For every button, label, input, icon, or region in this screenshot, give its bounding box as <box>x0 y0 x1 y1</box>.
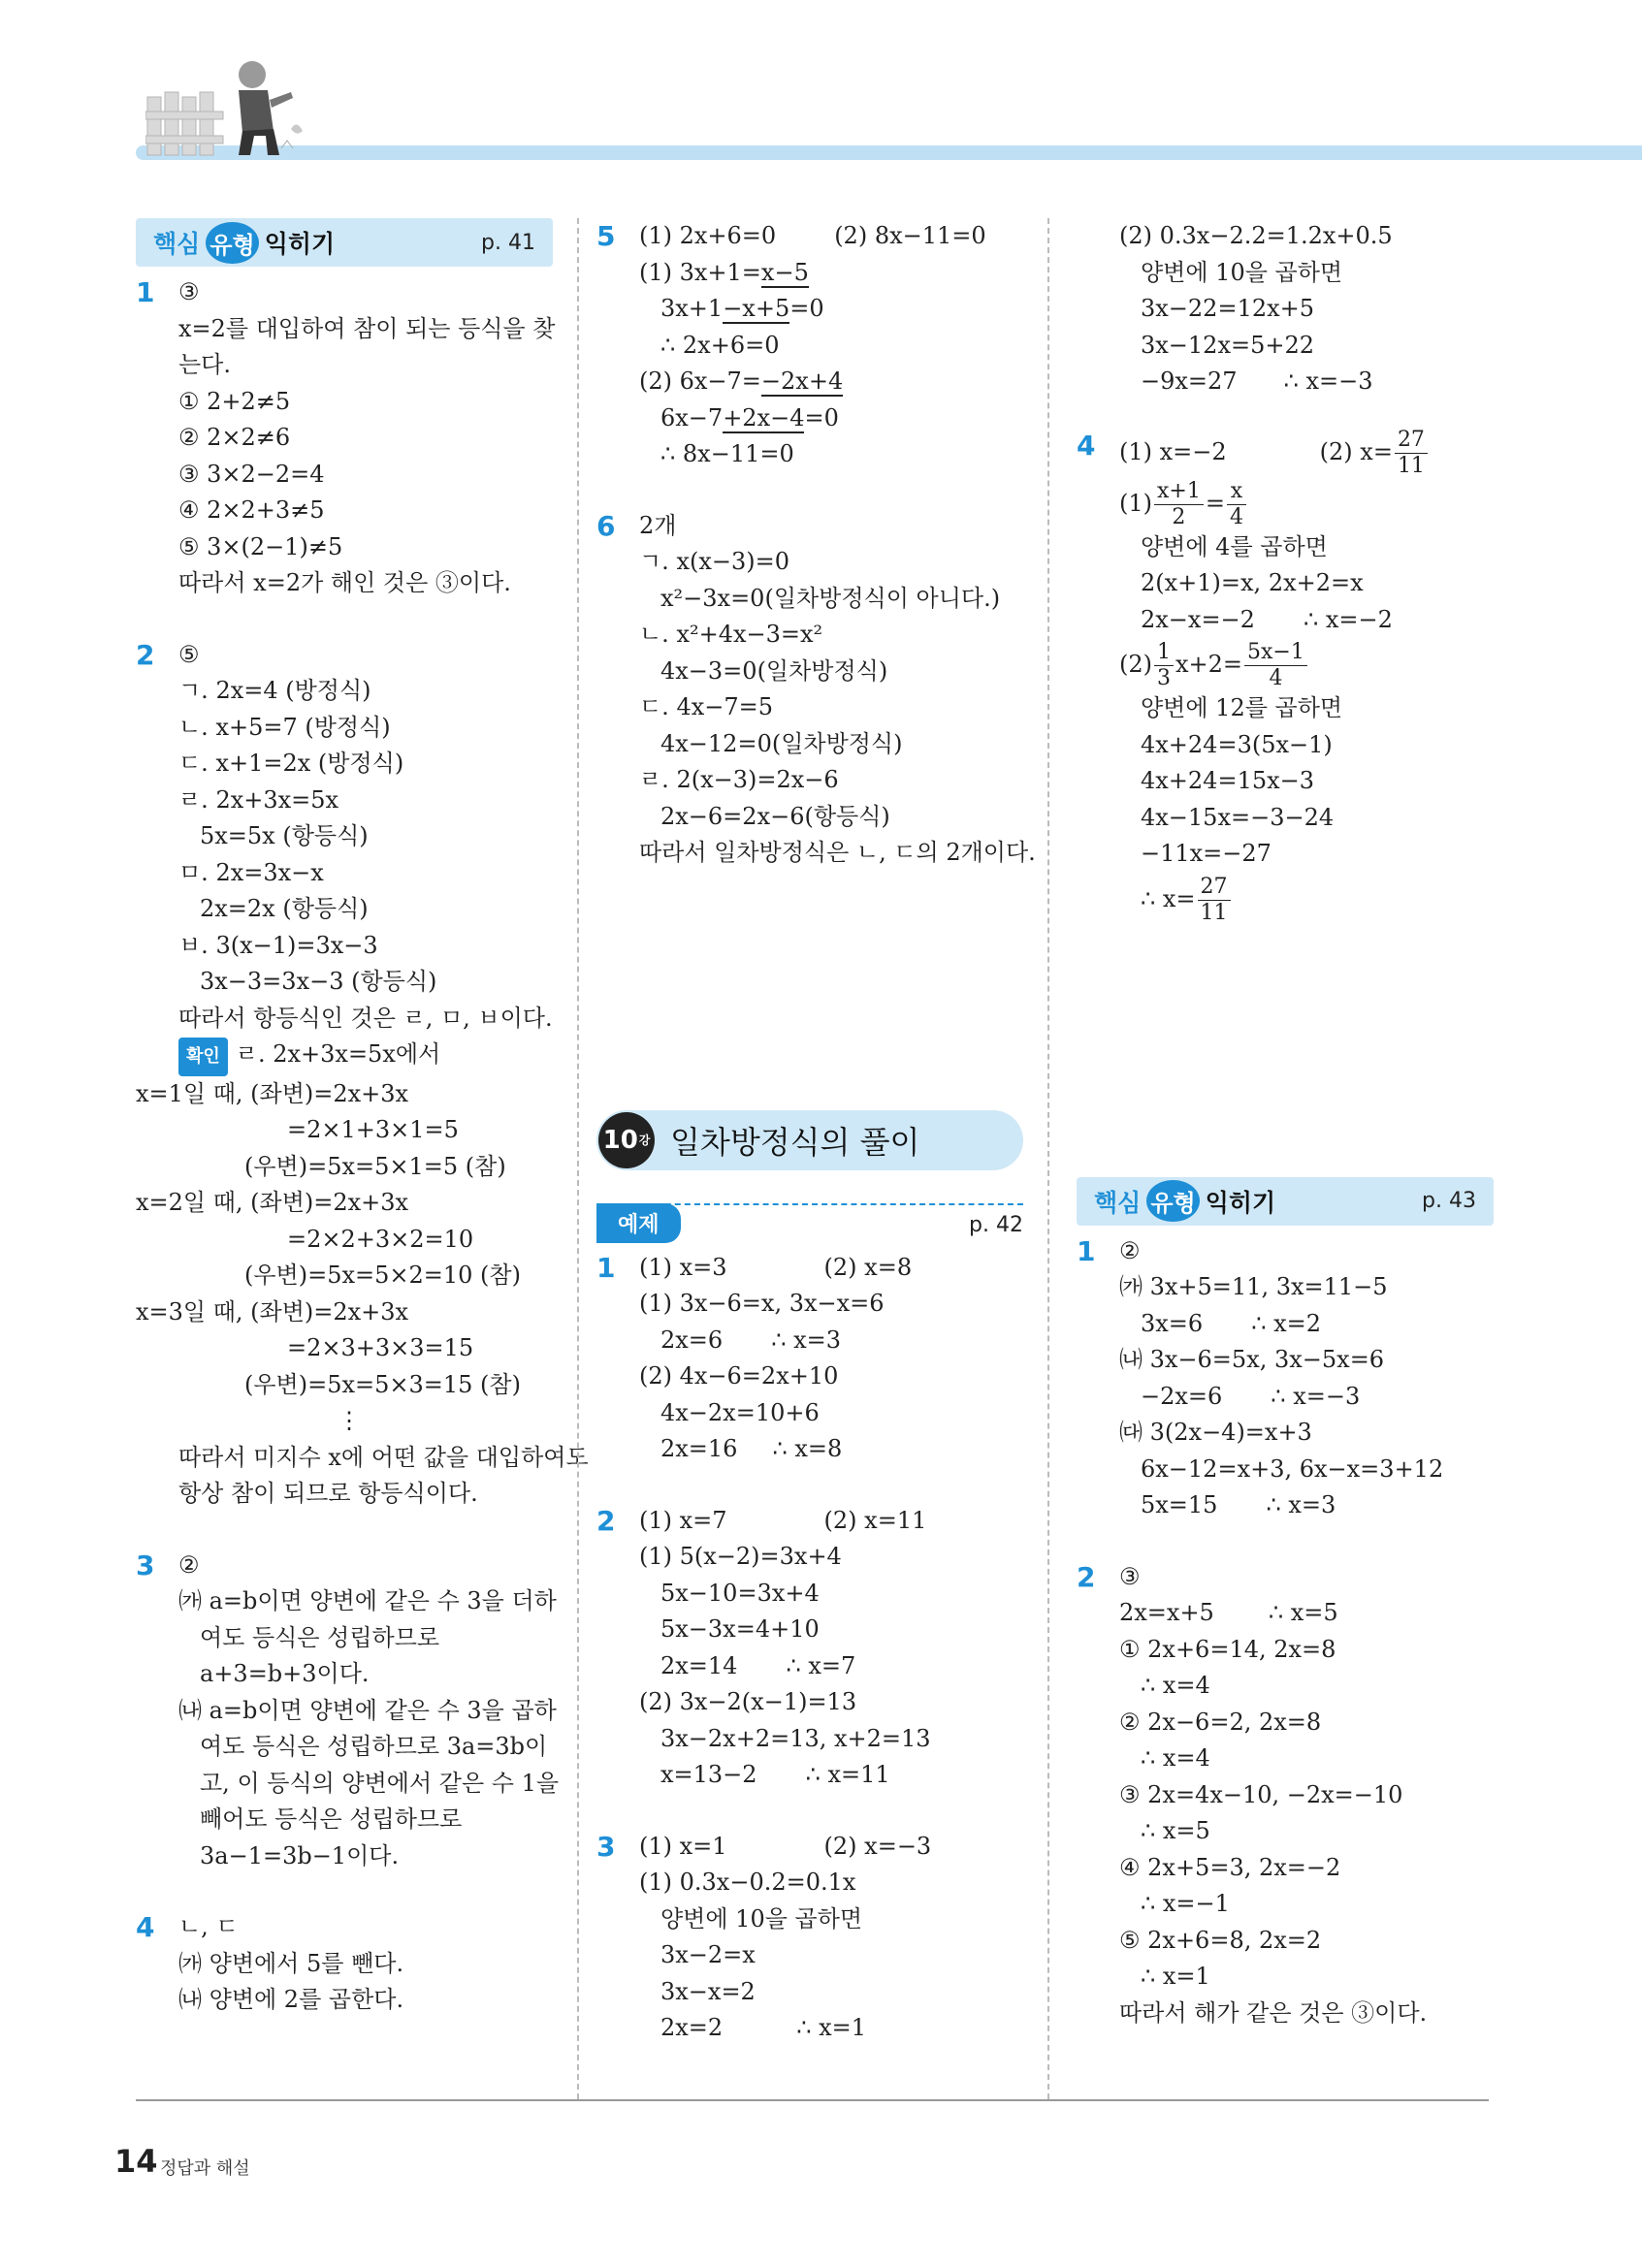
explanation-line: 따라서 해가 같은 것은 ③이다. <box>1119 1998 1428 2027</box>
check-detail <box>136 1076 589 1513</box>
explanation-line: ⑤ 3×(2−1)≠5 <box>178 532 343 560</box>
example-tag: 예제 <box>596 1203 681 1243</box>
answer-part: (2) 8x−11=0 <box>834 222 986 249</box>
explanation-part: 2x−x=−2 <box>1141 605 1255 633</box>
explanation-line: 3x−22=12x+5 <box>1141 295 1315 322</box>
answer: ⑤ <box>178 640 200 668</box>
explanation-line: ④ 2x+5=3, 2x=−2 <box>1119 1853 1341 1881</box>
column-divider <box>577 218 579 2099</box>
explanation-line: (2) 4x−6=2x+10 <box>639 1362 839 1390</box>
problem-3 <box>136 1548 560 1875</box>
fraction: $\frac{x}{4}$ <box>1227 481 1246 528</box>
problem-number: 1 <box>596 1251 616 1284</box>
explanation-part: 6x−7 <box>660 403 724 431</box>
explanation-part: ∴ x=7 <box>786 1651 856 1679</box>
answer-part: (1) x=−2 <box>1119 437 1227 465</box>
explanation-line: 3x−12x=5+22 <box>1141 331 1315 359</box>
explanation-line: ② 2x−6=2, 2x=8 <box>1119 1708 1322 1736</box>
farmer-with-fence-illustration <box>145 53 310 165</box>
answer-part: (1) x=3 <box>639 1253 727 1281</box>
explanation-part: =0 <box>804 403 839 431</box>
explanation-line: ㈐ 3(2x−4)=x+3 <box>1119 1419 1312 1446</box>
explanation-part: ∴ x=8 <box>772 1435 843 1462</box>
explanation-part: 3x=6 <box>1141 1309 1204 1337</box>
problem-4 <box>1077 428 1494 925</box>
explanation-part: −2x=6 <box>1141 1382 1223 1410</box>
explanation-line: (1) 5(x−2)=3x+4 <box>639 1543 842 1570</box>
problem-4 <box>136 1909 553 2019</box>
fraction: $\frac{x+1}{2}$ <box>1154 481 1204 528</box>
fraction: $\frac{27}{11}$ <box>1395 430 1428 477</box>
fraction: $\frac{1}{3}$ <box>1154 642 1174 689</box>
answer: ㄴ, ㄷ <box>178 1913 239 1940</box>
explanation-part: ∴ x=3 <box>771 1326 841 1354</box>
explanation-part: 3x+1 <box>660 295 724 322</box>
answer-part: (1) 2x+6=0 <box>639 222 777 249</box>
banner-label-core: 핵심 <box>153 230 201 258</box>
footer-rule <box>136 2099 1489 2101</box>
explanation-line: 4x−15x=−3−24 <box>1141 803 1335 831</box>
explanation-part: x+2= <box>1175 651 1243 678</box>
explanation-part: ∴ x=−3 <box>1271 1382 1361 1410</box>
explanation-line: 3a−1=3b−1이다. <box>200 1841 400 1869</box>
explanation-line: (2) 3x−2(x−1)=13 <box>639 1688 857 1715</box>
problem-number: 6 <box>596 509 616 542</box>
explanation-line: 3x−3=3x−3 (항등식) <box>200 968 437 995</box>
explanation-part: 2x=6 <box>660 1326 724 1354</box>
check-line: (우변)=5x=5×2=10 (참) <box>244 1262 521 1289</box>
underlined-term: x−5 <box>760 258 809 286</box>
problem-6 <box>596 508 1036 872</box>
explanation-part: (1) <box>1119 489 1152 517</box>
explanation-line: ㄱ. x(x−3)=0 <box>639 548 789 575</box>
explanation-part: (2) <box>1119 651 1152 678</box>
explanation-part: ∴ x=3 <box>1266 1491 1336 1518</box>
answer-part: (2) x= <box>1319 437 1393 465</box>
explanation-line: ∴ x=−1 <box>1141 1890 1230 1917</box>
explanation-part: (1) 3x+1= <box>639 258 761 286</box>
underlined-term: +2x−4 <box>723 403 805 431</box>
explanation-line: 4x−2x=10+6 <box>660 1398 820 1426</box>
explanation-line: ㄹ. 2(x−3)=2x−6 <box>639 766 839 793</box>
explanation-line: ③ 2x=4x−10, −2x=−10 <box>1119 1780 1403 1808</box>
explanation-part: 2x=x+5 <box>1119 1599 1214 1626</box>
explanation-line: ㄷ. 4x−7=5 <box>639 693 774 720</box>
banner-label-core: 핵심 <box>1094 1188 1142 1217</box>
example-1 <box>596 1250 1023 1468</box>
page-number: 14 <box>114 2143 158 2180</box>
explanation-line: 2x=2x (항등식) <box>200 895 369 922</box>
section-banner <box>1077 1177 1494 1226</box>
explanation-part: ∴ x=1 <box>796 2014 866 2041</box>
explanation-line: ㈎ 3x+5=11, 3x=11−5 <box>1119 1273 1388 1300</box>
check-line: ⋮ <box>338 1407 361 1434</box>
explanation-line: ① 2+2≠5 <box>178 387 291 415</box>
problem-number: 4 <box>1077 429 1096 462</box>
explanation-line: 양변에 10을 곱하면 <box>660 1904 863 1933</box>
answer-part: (2) x=−3 <box>823 1832 932 1860</box>
problem-number: 4 <box>136 1911 155 1943</box>
problem-number: 1 <box>136 276 155 308</box>
answer: 2개 <box>639 511 677 539</box>
lesson-suffix: 강 <box>638 1134 651 1147</box>
explanation-part: ∴ x= <box>1141 884 1196 912</box>
check-line: x=3일 때, (좌변)=2x+3x <box>136 1297 409 1326</box>
problem-5 <box>596 218 1023 473</box>
section-banner <box>136 218 553 267</box>
explanation-line: 3x−x=2 <box>660 1977 756 2005</box>
problem-number: 1 <box>1077 1234 1096 1267</box>
column-2 <box>596 218 1036 2047</box>
explanation-line: 6x−12=x+3, 6x−x=3+12 <box>1141 1454 1444 1483</box>
problem-1 <box>1077 1233 1494 1524</box>
problem-2 <box>136 637 553 1038</box>
explanation-line: ㄴ. x²+4x−3=x² <box>639 621 823 648</box>
explanation-line: ㄴ. x+5=7 (방정식) <box>178 713 391 741</box>
banner-label-type: 유형 <box>206 222 258 264</box>
explanation-line: x=2를 대입하여 참이 되는 등식을 찾 <box>178 314 556 342</box>
explanation-line: −11x=−27 <box>1141 840 1272 867</box>
fraction: $\frac{27}{11}$ <box>1198 877 1231 924</box>
explanation-line: ㅁ. 2x=3x−x <box>178 858 324 886</box>
explanation-line: ㈏ 3x−6=5x, 3x−5x=6 <box>1119 1346 1385 1373</box>
explanation-line: 여도 등식은 성립하므로 <box>200 1623 440 1651</box>
answer: ② <box>1119 1236 1141 1264</box>
column-divider <box>1047 218 1049 2099</box>
lesson-title: 일차방정식의 풀이 <box>670 1123 920 1161</box>
explanation-part: 2x=16 <box>660 1435 738 1462</box>
explanation-line: ∴ 2x+6=0 <box>660 331 780 359</box>
problem-1 <box>136 274 556 602</box>
explanation-line: 양변에 4를 곱하면 <box>1141 532 1328 560</box>
explanation-part: ∴ x=−3 <box>1283 367 1373 395</box>
banner-label-practice: 익히기 <box>264 230 336 258</box>
explanation-part: x=13−2 <box>660 1761 757 1788</box>
explanation-line: (2) 0.3x−2.2=1.2x+0.5 <box>1119 222 1393 249</box>
explanation-line: 4x−3=0(일차방정식) <box>660 656 888 685</box>
explanation-line: ∴ 8x−11=0 <box>660 440 794 467</box>
explanation-line: 따라서 일차방정식은 ㄴ, ㄷ의 2개이다. <box>639 839 1036 866</box>
check-line: x=2일 때, (좌변)=2x+3x <box>136 1189 409 1216</box>
explanation-line: 2(x+1)=x, 2x+2=x <box>1141 569 1364 596</box>
banner-page-ref: p. 43 <box>1422 1189 1476 1213</box>
explanation-part: 2x=2 <box>660 2014 724 2041</box>
check-line: 항상 참이 되므로 항등식이다. <box>178 1480 478 1507</box>
explanation-line: 2x−6=2x−6(항등식) <box>660 802 890 830</box>
explanation-line: ㅂ. 3(x−1)=3x−3 <box>178 931 378 959</box>
example-2 <box>596 1503 1023 1794</box>
check-line: =2×2+3×2=10 <box>287 1225 474 1253</box>
explanation-line: 5x−10=3x+4 <box>660 1579 820 1607</box>
problem-number: 3 <box>136 1549 155 1581</box>
answer: ③ <box>178 278 200 305</box>
check-line: =2×1+3×1=5 <box>287 1116 459 1143</box>
example-3 <box>596 1829 1023 2047</box>
explanation-line: ② 2×2≠6 <box>178 424 291 451</box>
problem-number: 2 <box>596 1504 616 1537</box>
explanation-line: 따라서 항등식인 것은 ㄹ, ㅁ, ㅂ이다. <box>178 1004 553 1032</box>
check-line: x=1일 때, (좌변)=2x+3x <box>136 1079 409 1107</box>
check-line: 따라서 미지수 x에 어떤 값을 대입하여도 <box>178 1443 589 1471</box>
problem-number: 5 <box>596 220 616 252</box>
explanation-line: ㈎ 양변에서 5를 뺀다. <box>178 1949 404 1977</box>
check-box <box>136 1037 553 1076</box>
explanation-line: ∴ x=4 <box>1141 1672 1210 1699</box>
continued-solution <box>1077 218 1494 400</box>
explanation-line: x²−3x=0(일차방정식이 아니다.) <box>660 584 1001 612</box>
equals-sign: = <box>1205 489 1225 517</box>
explanation-line: ㄱ. 2x=4 (방정식) <box>178 677 371 704</box>
explanation-line: a+3=b+3이다. <box>200 1660 370 1687</box>
answer-part: (2) x=8 <box>823 1253 913 1281</box>
banner-label-type: 유형 <box>1146 1180 1199 1222</box>
explanation-line: 여도 등식은 성립하므로 3a=3b이 <box>200 1733 548 1760</box>
explanation-line: ㈏ a=b이면 양변에 같은 수 3을 곱하 <box>178 1696 557 1724</box>
explanation-line: ∴ x=4 <box>1141 1744 1210 1772</box>
banner-label-practice: 익히기 <box>1205 1188 1276 1217</box>
explanation-line: 따라서 x=2가 해인 것은 ③이다. <box>178 569 511 596</box>
example-page-ref: p. 42 <box>969 1212 1023 1237</box>
explanation-line: 양변에 10을 곱하면 <box>1141 258 1343 286</box>
explanation-line: 4x+24=3(5x−1) <box>1141 730 1333 758</box>
explanation-line: ① 2x+6=14, 2x=8 <box>1119 1635 1336 1663</box>
explanation-line: ㄷ. x+1=2x (방정식) <box>178 750 404 777</box>
explanation-part: 5x=15 <box>1141 1491 1218 1518</box>
explanation-line: 4x+24=15x−3 <box>1141 767 1315 794</box>
explanation-line: 빼어도 등식은 성립하므로 <box>200 1805 463 1833</box>
header-bar <box>136 145 1642 160</box>
explanation-part: ∴ x=5 <box>1268 1599 1338 1626</box>
explanation-part: 2x=14 <box>660 1651 738 1679</box>
explanation-line: ㈎ a=b이면 양변에 같은 수 3을 더하 <box>178 1587 557 1614</box>
fraction: $\frac{5x-1}{4}$ <box>1244 642 1307 689</box>
answer-part: (1) x=7 <box>639 1506 727 1534</box>
example-header <box>596 1203 1023 1244</box>
explanation-line: 양변에 12를 곱하면 <box>1141 694 1343 721</box>
explanation-line: 4x−12=0(일차방정식) <box>660 729 903 757</box>
lesson-number: 10 <box>602 1125 638 1155</box>
explanation-line: 고, 이 등식의 양변에서 같은 수 1을 <box>200 1769 560 1797</box>
problem-2 <box>1077 1559 1494 2032</box>
check-line: ㄹ. 2x+3x=5x에서 <box>235 1040 441 1068</box>
explanation-line: 5x−3x=4+10 <box>660 1615 820 1643</box>
explanation-line: (1) 3x−6=x, 3x−x=6 <box>639 1290 885 1317</box>
answer-part: (1) x=1 <box>639 1832 727 1860</box>
explanation-part: ∴ x=2 <box>1251 1309 1321 1337</box>
explanation-line: ∴ x=1 <box>1141 1963 1210 1990</box>
explanation-line: ⑤ 2x+6=8, 2x=2 <box>1119 1926 1322 1954</box>
footer-label: 정답과 해설 <box>160 2158 250 2179</box>
explanation-part: ∴ x=−2 <box>1303 605 1393 633</box>
problem-number: 2 <box>136 638 155 671</box>
problem-number: 2 <box>1077 1560 1096 1593</box>
explanation-line: 3x−2x+2=13, x+2=13 <box>660 1724 931 1752</box>
answer: ② <box>178 1550 200 1579</box>
explanation-line: ㈏ 양변에 2를 곱한다. <box>178 1986 404 2013</box>
check-line: =2×3+3×3=15 <box>287 1334 474 1361</box>
banner-page-ref: p. 41 <box>481 230 535 255</box>
explanation-line: ∴ x=5 <box>1141 1817 1210 1844</box>
explanation-line: 5x=5x (항등식) <box>200 822 369 849</box>
explanation-line: ㄹ. 2x+3x=5x <box>178 785 339 814</box>
explanation-part: −9x=27 <box>1141 367 1238 395</box>
column-1 <box>136 218 589 2019</box>
lesson-header <box>596 1110 1023 1170</box>
check-badge: 확인 <box>178 1038 228 1076</box>
explanation-part: =0 <box>789 295 824 322</box>
explanation-part: (2) 6x−7= <box>639 367 761 395</box>
answer: ③ <box>1119 1562 1141 1590</box>
check-line: (우변)=5x=5×1=5 (참) <box>244 1152 506 1180</box>
explanation-line: ④ 2×2+3≠5 <box>178 496 325 524</box>
explanation-line: ③ 3×2−2=4 <box>178 460 325 488</box>
explanation-line: 는다. <box>178 351 231 378</box>
explanation-part: ∴ x=11 <box>805 1761 890 1788</box>
underlined-term: −2x+4 <box>760 367 844 395</box>
problem-number: 3 <box>596 1830 616 1863</box>
column-3 <box>1077 218 1494 2031</box>
explanation-line: (1) 0.3x−0.2=0.1x <box>639 1869 856 1896</box>
check-line: (우변)=5x=5×3=15 (참) <box>244 1370 521 1398</box>
answer-part: (2) x=11 <box>823 1506 927 1534</box>
underlined-term: −x+5 <box>723 295 790 322</box>
explanation-line: 3x−2=x <box>660 1941 756 1968</box>
